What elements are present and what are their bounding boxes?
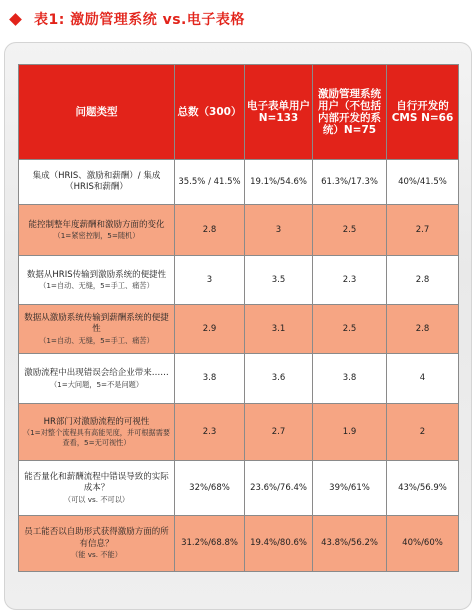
- question-text: 能否量化和薪酬流程中错误导致的实际成本？: [24, 471, 169, 494]
- comparison-table: [18, 64, 459, 572]
- question-scale-note: （1=对整个流程具有高能见度，并可根据需要查看，5=无可视性）: [22, 428, 171, 447]
- question-scale-note: （1=紧密控制，5=随机）: [53, 231, 140, 240]
- value-cell-spreadsheet: 3.1: [245, 305, 313, 354]
- value-cell-total: 32%/68%: [175, 461, 245, 516]
- value-cell-ims: 2.3: [313, 256, 387, 305]
- table-row: [19, 256, 459, 305]
- question-text: HR部门对激励流程的可视性: [43, 416, 150, 427]
- value-cell-spreadsheet: 3.5: [245, 256, 313, 305]
- header-spreadsheet-users: 电子表单用户 N=133: [245, 65, 313, 160]
- table-row: [19, 354, 459, 404]
- value-cell-cms: 2: [387, 404, 459, 461]
- header-question-type: 问题类型: [19, 65, 175, 160]
- value-cell-spreadsheet: 3.6: [245, 354, 313, 404]
- value-cell-cms: 4: [387, 354, 459, 404]
- header-total: 总数（300）: [175, 65, 245, 160]
- question-text: 员工能否以自助形式获得激励方面的所有信息？: [24, 527, 169, 549]
- question-text: 能控制整年度薪酬和激励方面的变化: [28, 219, 165, 230]
- table-row: [19, 516, 459, 572]
- value-cell-ims: 2.5: [313, 205, 387, 256]
- value-cell-ims: 3.8: [313, 354, 387, 404]
- value-cell-total: 2.8: [175, 205, 245, 256]
- question-cell: [19, 354, 175, 404]
- question-scale-note: （可以 vs. 不可以）: [63, 494, 130, 504]
- question-text: 数据从HRIS传输到激励系统的便捷性: [26, 269, 167, 280]
- question-text: 集成（HRIS、激励和薪酬）/ 集成（HRIS和薪酬）: [32, 170, 161, 192]
- value-cell-spreadsheet: 3: [245, 205, 313, 256]
- value-cell-ims: 39%/61%: [313, 461, 387, 516]
- value-cell-cms: 2.8: [387, 305, 459, 354]
- question-cell: [19, 516, 175, 572]
- value-cell-total: 35.5% / 41.5%: [175, 160, 245, 205]
- question-cell: [19, 461, 175, 516]
- question-scale-note: （1=自动、无缝，5=手工、痛苦）: [39, 281, 154, 290]
- header-ims-users: 激励管理系统用户（不包括内部开发的系统）N=75: [313, 65, 387, 160]
- table-row: [19, 404, 459, 461]
- value-cell-total: 3: [175, 256, 245, 305]
- question-scale-note: （能 vs. 不能）: [71, 550, 122, 560]
- value-cell-total: 2.9: [175, 305, 245, 354]
- title-row: [8, 6, 468, 32]
- table-row: [19, 160, 459, 205]
- value-cell-cms: 2.7: [387, 205, 459, 256]
- header-self-developed-cms: 自行开发的CMS N=66: [387, 65, 459, 160]
- bullet-diamond-icon: [9, 13, 22, 26]
- value-cell-ims: 43.8%/56.2%: [313, 516, 387, 572]
- question-cell: [19, 404, 175, 461]
- value-cell-spreadsheet: 19.1%/54.6%: [245, 160, 313, 205]
- value-cell-ims: 2.5: [313, 305, 387, 354]
- value-cell-ims: 61.3%/17.3%: [313, 160, 387, 205]
- question-cell: [19, 256, 175, 305]
- value-cell-spreadsheet: 2.7: [245, 404, 313, 461]
- value-cell-cms: 2.8: [387, 256, 459, 305]
- table-panel: [4, 42, 472, 610]
- header-row: [19, 65, 459, 160]
- value-cell-total: 2.3: [175, 404, 245, 461]
- question-cell: [19, 205, 175, 256]
- value-cell-total: 31.2%/68.8%: [175, 516, 245, 572]
- question-cell: [19, 160, 175, 205]
- value-cell-spreadsheet: 23.6%/76.4%: [245, 461, 313, 516]
- value-cell-cms: 40%/41.5%: [387, 160, 459, 205]
- value-cell-cms: 40%/60%: [387, 516, 459, 572]
- question-scale-note: （1=大问题，5=不是问题）: [49, 379, 144, 389]
- question-scale-note: （1=自动、无缝，5=手工、痛苦）: [39, 335, 154, 345]
- question-text: 数据从激励系统传输到薪酬系统的便捷性: [24, 312, 169, 335]
- question-cell: [19, 305, 175, 354]
- table-row: [19, 205, 459, 256]
- value-cell-ims: 1.9: [313, 404, 387, 461]
- table-row: [19, 305, 459, 354]
- table-title: 表1: 激励管理系统 vs.电子表格: [34, 12, 245, 28]
- table-row: [19, 461, 459, 516]
- value-cell-spreadsheet: 19.4%/80.6%: [245, 516, 313, 572]
- value-cell-cms: 43%/56.9%: [387, 461, 459, 516]
- value-cell-total: 3.8: [175, 354, 245, 404]
- question-text: 激励流程中出现错误会给企业带来……: [24, 368, 169, 378]
